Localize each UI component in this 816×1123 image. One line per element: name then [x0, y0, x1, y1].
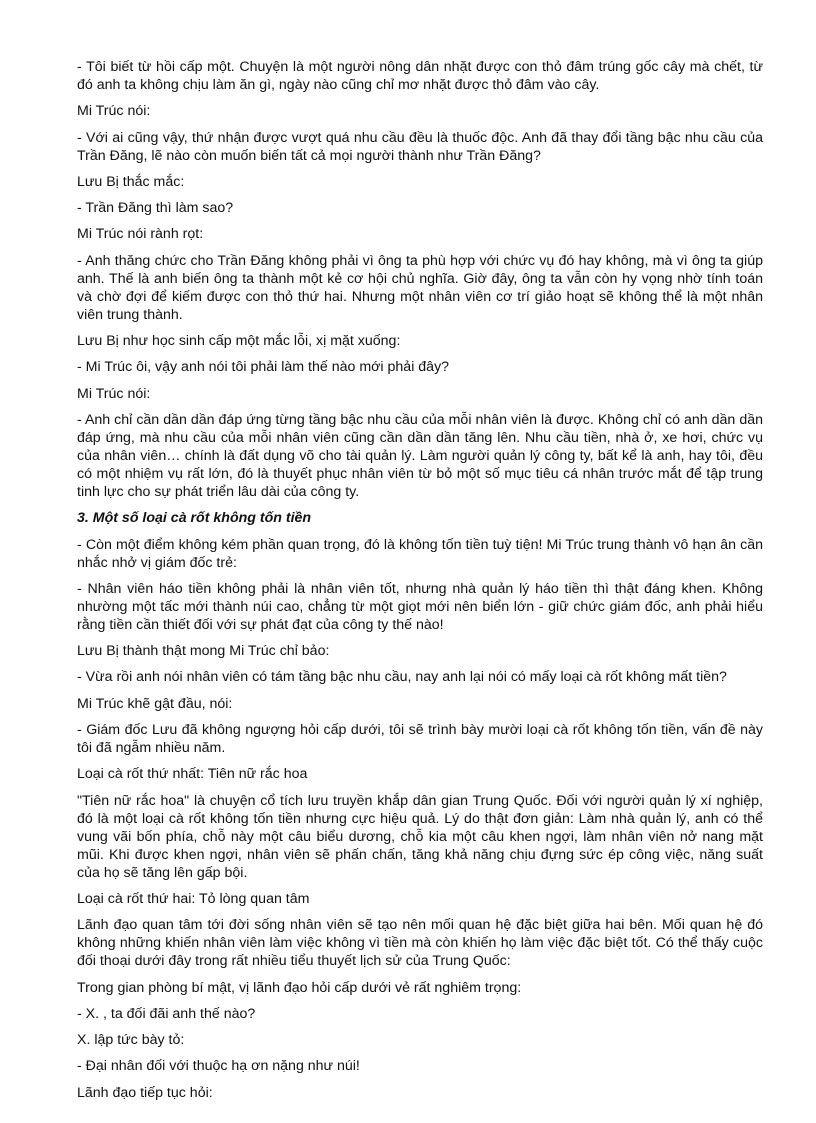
paragraph: "Tiên nữ rắc hoa" là chuyện cổ tích lưu truyền khắp dân gian Trung Quốc. Đối với người quản lý xí nghiệp, đó là một loại cà rốt không tốn tiền nhưng cực hiệu quả. Lý do thật đơn giản: Làm nhà quản lý, anh có thể vung vãi bốn phía, chỗ này một câu biểu dương, chỗ kia một câu khen ngợi, làm nhân viên nở nang mặt mũi. Khi được khen ngợi, nhân viên sẽ phấn chấn, tăng khả năng chịu đựng sức ép công việc, năng suất của họ sẽ tăng lên gấp bội.: [77, 792, 763, 881]
paragraph: - Anh thăng chức cho Trần Đăng không phải vì ông ta phù hợp với chức vụ đó hay không, mà vì ông ta giúp anh. Thế là anh biến ông ta thành một kẻ cơ hội chủ nghĩa. Giờ đây, ông ta vẫn còn hy vọng nhờ tính toán và chờ đợi để kiếm được con thỏ thứ hai. Nhưng một nhân viên cơ trí giảo hoạt sẽ không thể là một nhân viên trung thành.: [77, 252, 763, 323]
paragraph: - Còn một điểm không kém phần quan trọng, đó là không tốn tiền tuỳ tiện! Mi Trúc trung thành vô hạn ân cần nhắc nhở vị giám đốc trẻ:: [77, 536, 763, 571]
paragraph: Mi Trúc nói:: [77, 385, 151, 402]
paragraph: Lãnh đạo quan tâm tới đời sống nhân viên sẽ tạo nên mối quan hệ đặc biệt giữa hai bên. Mối quan hệ đó không những khiến nhân viên làm việc không vì tiền mà còn khiến họ làm việc đặc biệt tốt. Có thể thấy cuộc đối thoại dưới đây trong rất nhiều tiểu thuyết lịch sử của Trung Quốc:: [77, 917, 763, 970]
paragraph: - Anh chỉ cần dần dần đáp ứng từng tầng bậc nhu cầu của mỗi nhân viên là được. Không chỉ có anh dần dần đáp ứng, mà nhu cầu của mỗi nhân viên cũng cần dần dần tăng lên. Nhu cầu tiền, nhà ở, xe hơi, chức vụ của nhân viên… chính là đất dụng võ cho tài quản lý. Làm người quản lý công ty, bất kể là anh, hay tôi, đều có một nhiệm vụ rất lớn, đó là thuyết phục nhân viên từ bỏ một số mục tiêu cá nhân trước mắt để tập trung tinh lực cho sự phát triển lâu dài của công ty.: [77, 411, 763, 500]
paragraph: - Trần Đăng thì làm sao?: [77, 200, 234, 217]
paragraph: - Tôi biết từ hồi cấp một. Chuyện là một người nông dân nhặt được con thỏ đâm trúng gốc cây mà chết, từ đó anh ta không chịu làm ăn gì, ngày nào cũng chỉ mơ nhặt được thỏ đâm vào cây.: [77, 59, 763, 93]
paragraph: - Vừa rồi anh nói nhân viên có tám tầng bậc nhu cầu, nay anh lại nói có mấy loại cà rốt không mất tiền?: [77, 669, 727, 686]
paragraph: Mi Trúc nói:: [77, 103, 151, 120]
section-heading: 3. Một số loại cà rốt không tốn tiền: [77, 510, 312, 527]
paragraph: Trong gian phòng bí mật, vị lãnh đạo hỏi cấp dưới vẻ rất nghiêm trọng:: [77, 979, 522, 996]
paragraph: Lãnh đạo tiếp tục hỏi:: [77, 1084, 213, 1101]
paragraph: - Mi Trúc ôi, vậy anh nói tôi phải làm thế nào mới phải đây?: [77, 359, 450, 376]
paragraph: - X. , ta đối đãi anh thế nào?: [77, 1005, 256, 1022]
paragraph: Lưu Bị thắc mắc:: [77, 173, 185, 190]
paragraph: Lưu Bị thành thật mong Mi Trúc chỉ bảo:: [77, 643, 330, 660]
paragraph: Loại cà rốt thứ nhất: Tiên nữ rắc hoa: [77, 766, 308, 783]
paragraph: - Giám đốc Lưu đã không ngượng hỏi cấp dưới, tôi sẽ trình bày mười loại cà rốt không tốn tiền, vấn đề này tôi đã ngẫm nhiều năm.: [77, 722, 763, 757]
paragraph: Lưu Bị như học sinh cấp một mắc lỗi, xị mặt xuống:: [77, 333, 401, 350]
document-page: [77, 58, 763, 1110]
paragraph: - Với ai cũng vậy, thứ nhận được vượt quá nhu cầu đều là thuốc độc. Anh đã thay đổi tầng bậc nhu cầu của Trần Đăng, lẽ nào còn muốn biến tất cả mọi người thành như Trần Đăng?: [77, 129, 763, 164]
paragraph: - Đại nhân đối với thuộc hạ ơn nặng như núi!: [77, 1058, 360, 1075]
paragraph: X. lập tức bày tỏ:: [77, 1032, 185, 1049]
paragraph: Loại cà rốt thứ hai: Tỏ lòng quan tâm: [77, 890, 310, 907]
paragraph: Mi Trúc nói rành rọt:: [77, 226, 204, 243]
paragraph: - Nhân viên háo tiền không phải là nhân viên tốt, nhưng nhà quản lý háo tiền thì thật đáng khen. Không nhường một tấc mới thành núi cao, chẳng từ một giọt mới nên biển lớn - giữ chức giám đốc, anh phải hiểu rằng tiền cần thiết đối với sự phát đạt của công ty thế nào!: [77, 580, 763, 633]
paragraph: Mi Trúc khẽ gật đầu, nói:: [77, 695, 233, 712]
